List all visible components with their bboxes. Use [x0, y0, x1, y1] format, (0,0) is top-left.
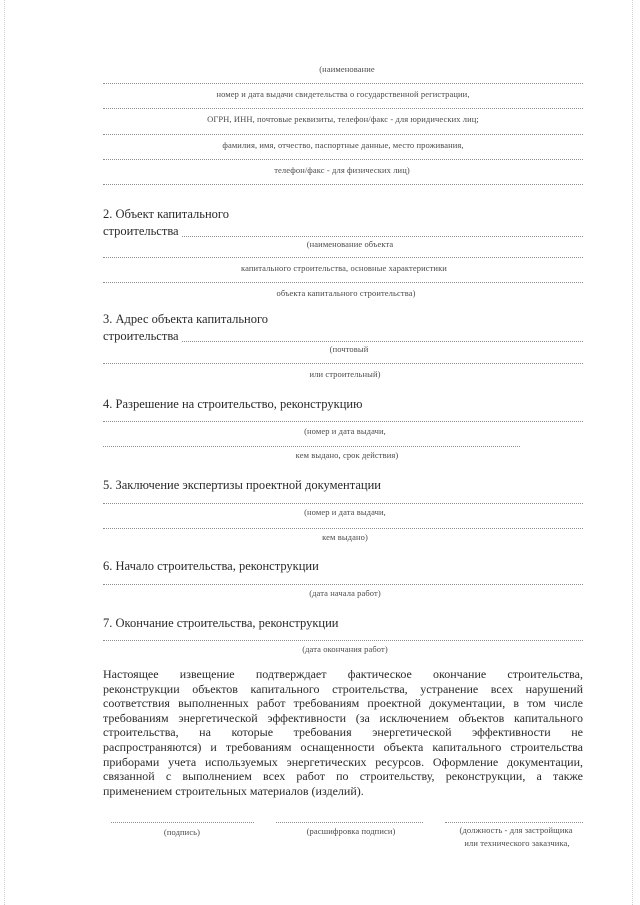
section-5-caption-issuer: кем выдано): [322, 532, 368, 542]
page-edge-right: [632, 0, 634, 905]
notice-line: распространяются) и требованиям оснащенности объекта капитального строительства: [103, 739, 583, 754]
notice-line: реконструкции объектов капитального строительства, устранение всех нарушений: [103, 681, 583, 696]
section-2-caption-characteristics: капитального строительства, основные характеристики: [241, 263, 447, 273]
section-2-heading-cont: строительства: [103, 224, 179, 238]
notice-line: приборами учета используемых энергетических ресурсов. Оформление документации,: [103, 754, 583, 769]
section-5-line-2[interactable]: [103, 528, 583, 529]
applicant-line-4[interactable]: [103, 159, 583, 160]
section-4-line-1[interactable]: [103, 421, 583, 422]
notice-line: применением строительных материалов (изделий).: [103, 783, 364, 798]
section-2-caption-name: (наименование объекта: [306, 239, 394, 249]
section-2-line-3[interactable]: [103, 282, 583, 283]
applicant-line-2[interactable]: [103, 108, 583, 109]
section-2-caption-object: объекта капитального строительства): [276, 288, 416, 298]
notice-line: Настоящее извещение подтверждает фактическое окончание строительства,: [103, 667, 583, 681]
section-2-line-2[interactable]: [103, 257, 583, 258]
signature-decoding-caption: (расшифровка подписи): [306, 826, 396, 836]
section-7-heading: 7. Окончание строительства, реконструкции: [103, 616, 339, 630]
section-4-heading: 4. Разрешение на строительство, реконструкцию: [103, 397, 363, 411]
notice-line: строительства, на которые требования энергетической эффективности не: [103, 725, 583, 740]
section-4-caption-number: (номер и дата выдачи,: [304, 426, 386, 436]
notice-line: соответствия выполненных работ требованиям проектной документации, в том числе: [103, 696, 583, 711]
notice-paragraph: [103, 667, 583, 798]
applicant-caption-legal: ОГРН, ИНН, почтовые реквизиты, телефон/факс - для юридических лиц;: [207, 114, 479, 124]
section-7-caption: (дата окончания работ): [302, 644, 388, 654]
section-6-line[interactable]: [103, 584, 583, 585]
applicant-line-1[interactable]: [103, 83, 583, 84]
section-5-caption-number: (номер и дата выдачи,: [304, 507, 386, 517]
applicant-caption-name: (наименование: [319, 64, 375, 74]
notice-line: связанной с выполнением всех работ по строительству, реконструкции, а также: [103, 769, 583, 784]
applicant-line-5[interactable]: [103, 184, 583, 185]
section-3-caption-construction: или строительный): [309, 369, 381, 379]
section-4-caption-issuer: кем выдано, срок действия): [295, 450, 399, 460]
page-edge-left: [4, 0, 6, 905]
applicant-caption-person: фамилия, имя, отчество, паспортные данные, место проживания,: [222, 140, 464, 150]
applicant-line-3[interactable]: [103, 134, 583, 135]
section-2-line-1[interactable]: [182, 236, 583, 237]
section-5-line-1[interactable]: [103, 503, 583, 504]
section-6-caption: (дата начала работ): [309, 588, 381, 598]
signature-line[interactable]: [111, 822, 254, 823]
section-6-heading: 6. Начало строительства, реконструкции: [103, 559, 319, 573]
section-3-caption-postal: (почтовый: [329, 344, 369, 354]
section-3-line-1[interactable]: [182, 341, 583, 342]
section-4-line-2[interactable]: [103, 446, 520, 447]
position-caption: (должность - для застройщика: [459, 825, 573, 835]
applicant-caption-phone: телефон/факс - для физических лиц): [274, 165, 410, 175]
section-2-heading: 2. Объект капитального: [103, 207, 229, 221]
applicant-caption-registration: номер и дата выдачи свидетельства о государственной регистрации,: [216, 89, 470, 99]
signature-decoding-line[interactable]: [276, 822, 423, 823]
position-caption-cont: или технического заказчика,: [464, 838, 570, 848]
section-7-line[interactable]: [103, 640, 583, 641]
signature-caption: (подпись): [163, 827, 201, 837]
section-3-heading: 3. Адрес объекта капитального: [103, 312, 269, 326]
position-line[interactable]: [445, 822, 583, 823]
notice-line: требованиям энергетической эффективности (за исключением объектов капитального: [103, 710, 583, 725]
section-5-heading: 5. Заключение экспертизы проектной документации: [103, 478, 381, 492]
section-3-line-2[interactable]: [103, 363, 583, 364]
section-3-heading-cont: строительства: [103, 329, 179, 343]
